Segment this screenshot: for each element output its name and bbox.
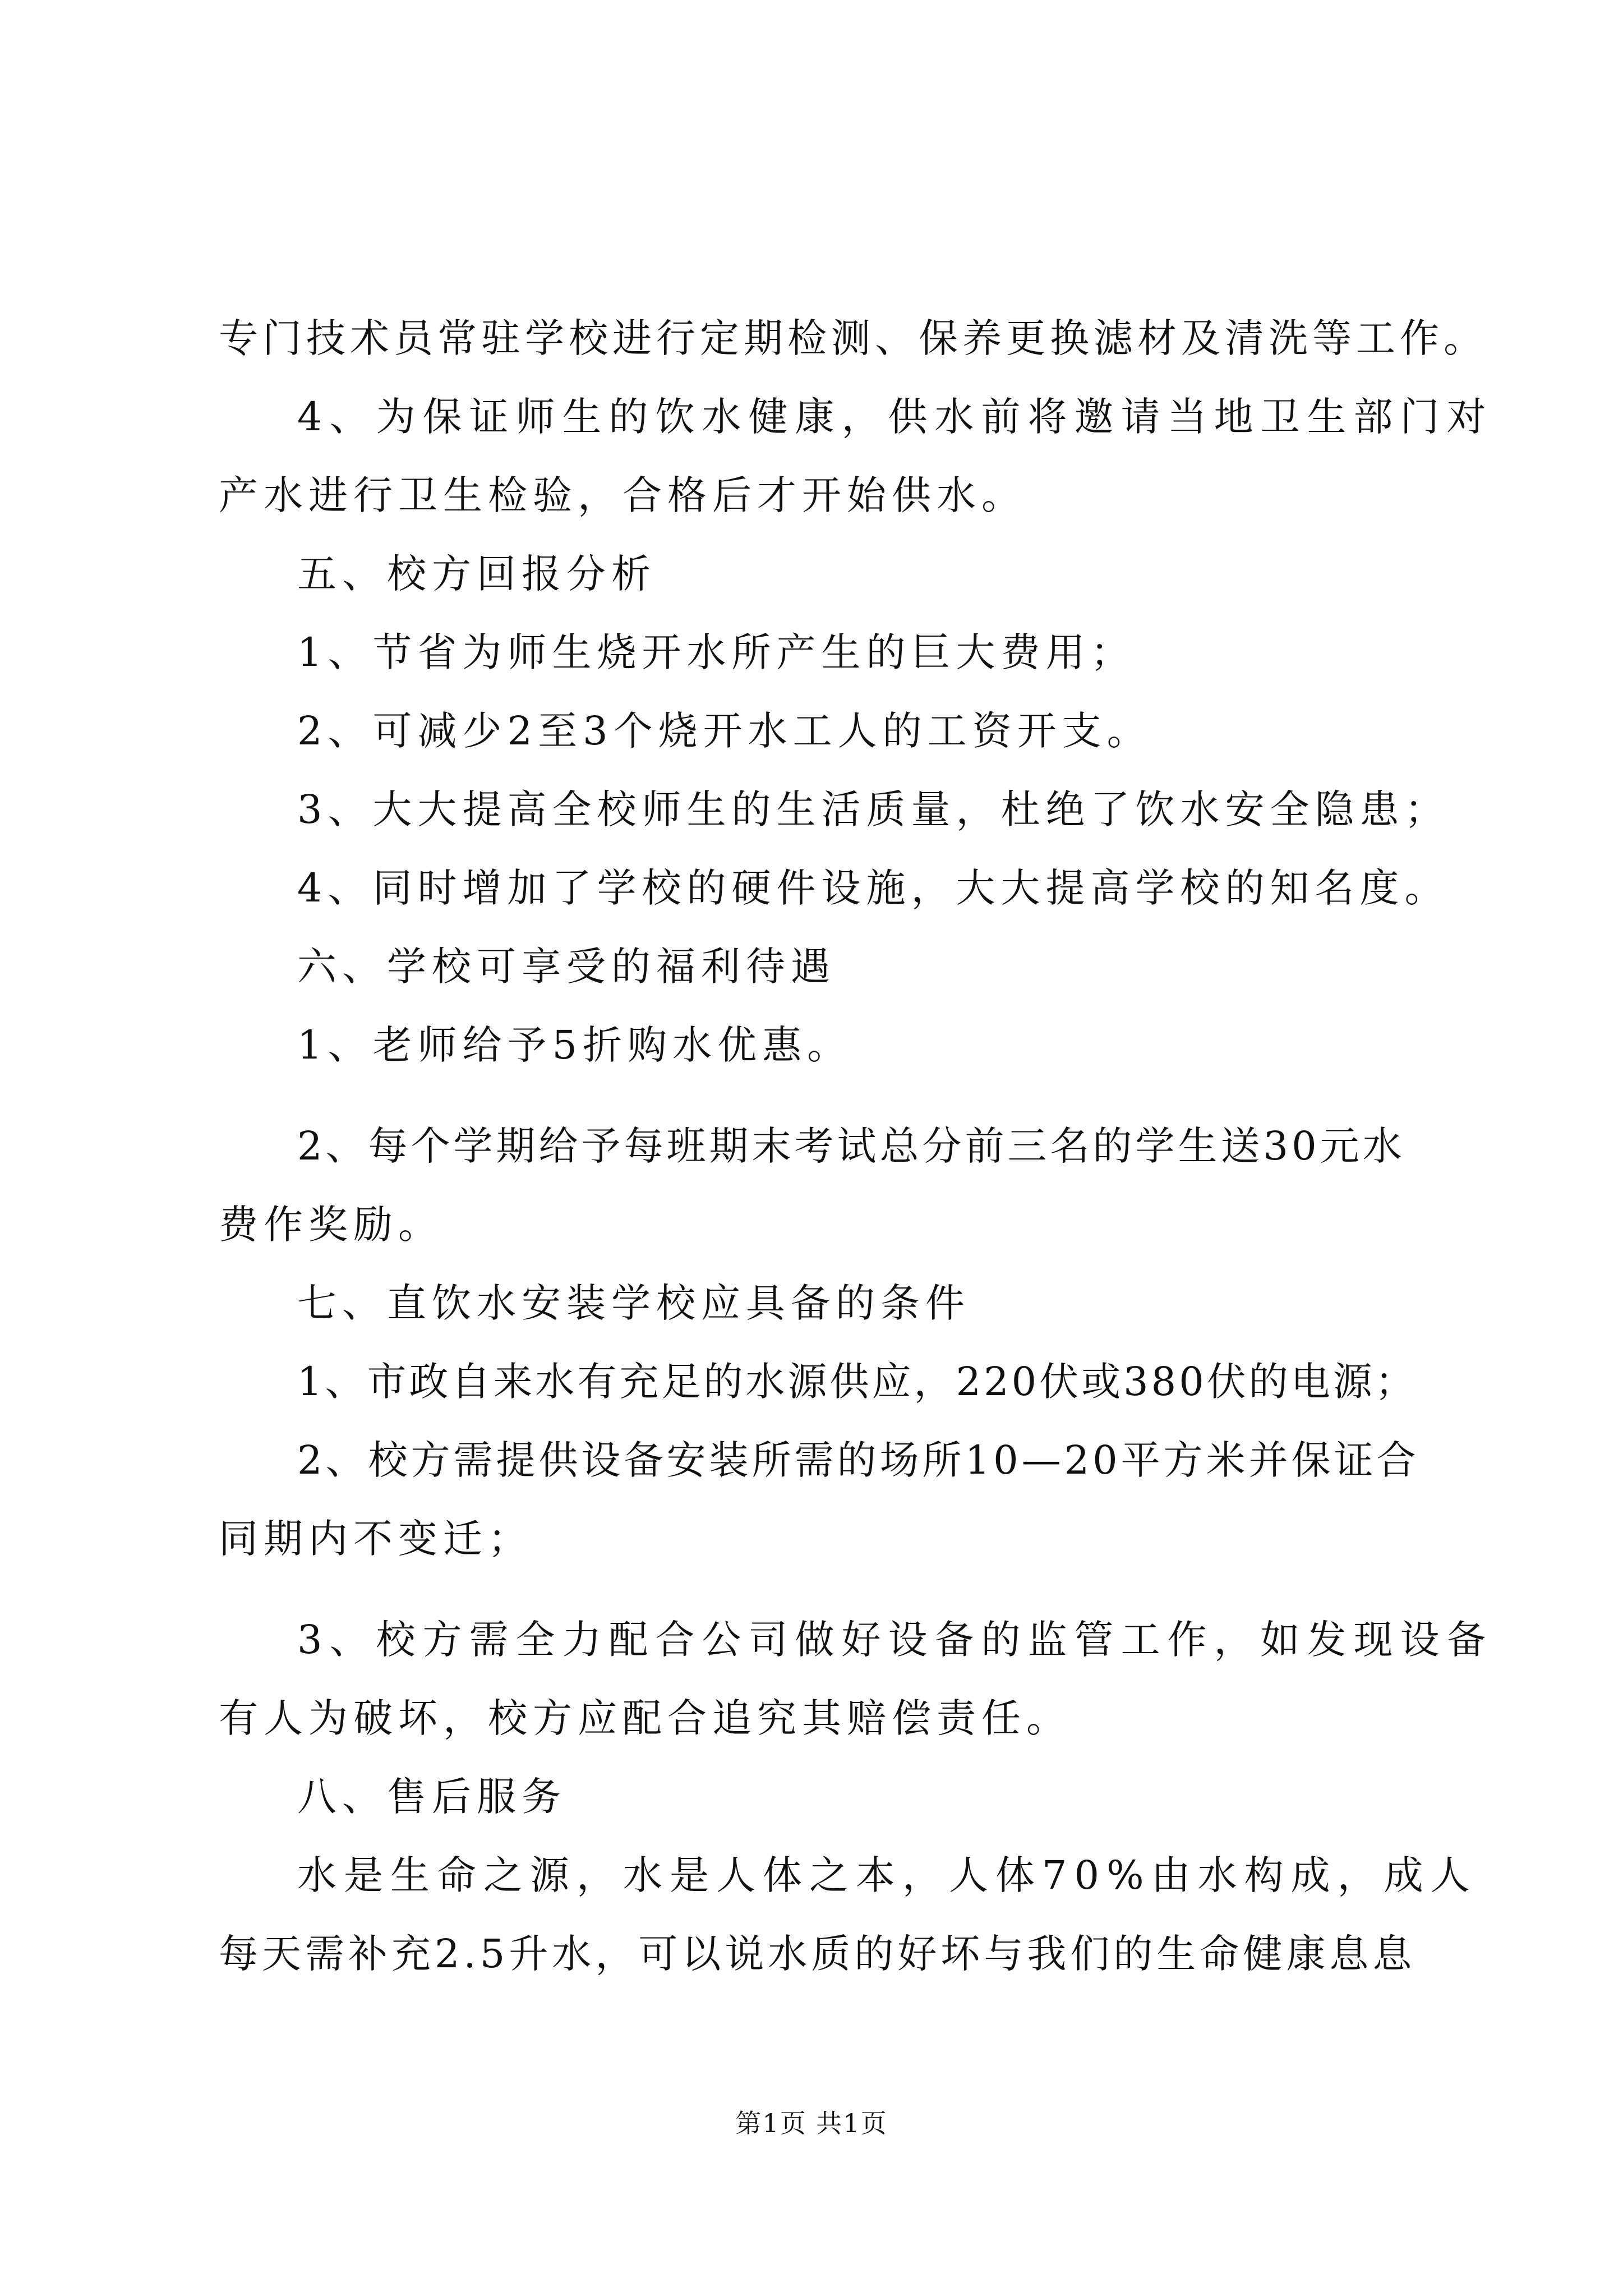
- section-heading: 六、学校可享受的福利待遇: [297, 944, 836, 990]
- text-line: 1、市政自来水有充足的水源供应，220伏或380伏的电源；: [297, 1359, 1417, 1405]
- text-line: 3、校方需全力配合公司做好设备的监管工作，如发现设备: [297, 1617, 1493, 1663]
- text-line: 2、每个学期给予每班期末考试总分前三名的学生送30元水: [297, 1123, 1405, 1169]
- text-line: 4、为保证师生的饮水健康，供水前将邀请当地卫生部门对: [297, 394, 1493, 440]
- text-line: 费作奖励。: [219, 1202, 443, 1248]
- text-line: 产水进行卫生检验，合格后才开始供水。: [219, 472, 1026, 518]
- section-heading: 五、校方回报分析: [297, 551, 656, 597]
- text-line: 有人为破坏，校方应配合追究其赔偿责任。: [219, 1695, 1071, 1741]
- text-line: 每天需补充2.5升水，可以说水质的好坏与我们的生命健康息息: [219, 1931, 1416, 1977]
- text-line: 同期内不变迁；: [219, 1516, 533, 1562]
- text-line: 水是生命之源，水是人体之本，人体70%由水构成，成人: [297, 1852, 1477, 1898]
- text-line: 2、可减少2至3个烧开水工人的工资开支。: [297, 708, 1152, 754]
- text-line: 1、老师给予5折购水优惠。: [297, 1022, 852, 1068]
- text-line: 专门技术员常驻学校进行定期检测、保养更换滤材及清洗等工作。: [219, 315, 1487, 361]
- text-line: 1、节省为师生烧开水所产生的巨大费用；: [297, 629, 1136, 675]
- page-footer: 第1页 共1页: [735, 2108, 888, 2138]
- text-line: 3、大大提高全校师生的生活质量，杜绝了饮水安全隐患；: [297, 786, 1450, 832]
- section-heading: 八、售后服务: [297, 1774, 566, 1820]
- text-line: 4、同时增加了学校的硬件设施，大大提高学校的知名度。: [297, 865, 1450, 911]
- section-heading: 七、直饮水安装学校应具备的条件: [297, 1280, 970, 1326]
- text-line: 2、校方需提供设备安装所需的场所10—20平方米并保证合: [297, 1437, 1419, 1483]
